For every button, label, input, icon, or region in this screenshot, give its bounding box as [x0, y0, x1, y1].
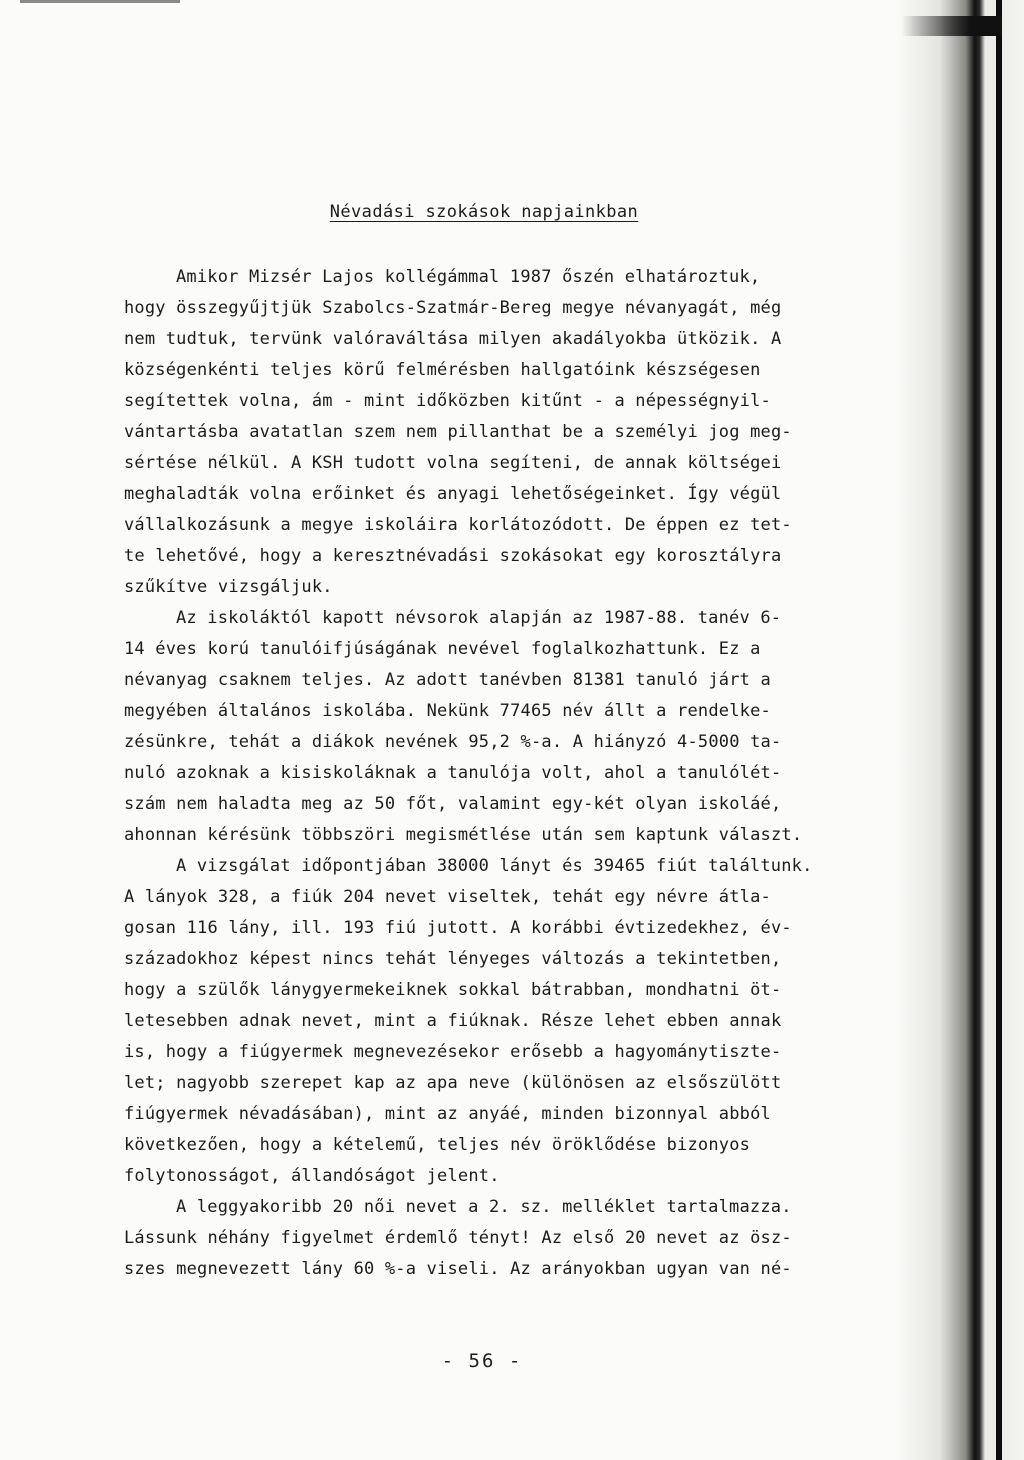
- text-line: századokhoz képest nincs tehát lényeges változás a tekintetben,: [124, 949, 782, 969]
- text-line: meghaladták volna erőinket és anyagi lehetőségeinket. Így végül: [124, 484, 782, 504]
- text-line: letesebben adnak nevet, mint a fiúknak. Része lehet ebben annak: [124, 1011, 782, 1031]
- text-line: nuló azoknak a kisiskoláknak a tanulója volt, ahol a tanulólét-: [124, 763, 782, 783]
- text-line: te lehetővé, hogy a keresztnévadási szokásokat egy korosztályra: [124, 546, 782, 566]
- text-line: Az iskoláktól kapott névsorok alapján az 1987-88. tanév 6-: [176, 608, 782, 628]
- text-line: következően, hogy a kételemű, teljes név öröklődése bizonyos: [124, 1135, 751, 1155]
- text-line: A leggyakoribb 20 női nevet a 2. sz. melléklet tartalmazza.: [176, 1197, 792, 1217]
- text-line: névanyag csaknem teljes. Az adott tanévben 81381 tanuló járt a: [124, 670, 771, 690]
- text-line: is, hogy a fiúgyermek megnevezésekor erősebb a hagyománytisztе-: [124, 1042, 782, 1062]
- text-line: segítettek volna, ám - mint időközben kitűnt - a népességnyil-: [124, 391, 771, 411]
- text-line: községenkénti teljes körű felmérésben hallgatóink készségesen: [124, 360, 761, 380]
- text-line: nem tudtuk, tervünk valóraváltása milyen akadályokba ütközik. A: [124, 329, 782, 349]
- text-line: let; nagyobb szerepet kap az apa neve (különösen az elsőszülött: [124, 1073, 782, 1093]
- text-line: fiúgyermek névadásában), mint az anyáé, minden bizonnyal abból: [124, 1104, 771, 1124]
- text-line: sértése nélkül. A KSH tudott volna segíteni, de annak költségei: [124, 453, 782, 473]
- text-line: Amikor Mizsér Lajos kollégámmal 1987 őszén elhatároztuk,: [176, 267, 761, 287]
- text-line: vántartásba avatatlan szem nem pillanthat be a személyi jog meg-: [124, 422, 792, 442]
- text-line: 14 éves korú tanulóifjúságának nevével foglalkozhattunk. Ez a: [124, 639, 761, 659]
- page-title: Névadási szokások napjainkban: [329, 202, 639, 222]
- text-line: A vizsgálat időpontjában 38000 lányt és 39465 fiút találtunk.: [176, 856, 813, 876]
- page-number: - 56 -: [441, 1350, 523, 1372]
- text-line: Lássunk néhány figyelmet érdemlő tényt! Az első 20 nevet az ösz-: [124, 1228, 792, 1248]
- text-line: hogy összegyűjtjük Szabolcs-Szatmár-Bereg megye névanyagát, még: [124, 298, 782, 318]
- binding-edge: [996, 0, 1002, 1460]
- text-line: hogy a szülők lánygyermekeiknek sokkal bátrabban, mondhatni öt-: [124, 980, 782, 1000]
- text-line: ahonnan kérésünk többszöri megismétlése után sem kaptunk választ.: [124, 825, 803, 845]
- body-text: [124, 262, 924, 1285]
- text-line: gosan 116 lány, ill. 193 fiú jutott. A korábbi évtizedekhez, év-: [124, 918, 792, 938]
- top-rule: [20, 0, 180, 3]
- text-line: szes megnevezett lány 60 %-a viseli. Az arányokban ugyan van né-: [124, 1259, 792, 1279]
- text-line: folytonosságot, állandóságot jelent.: [124, 1166, 500, 1186]
- text-line: szűkítve vizsgáljuk.: [124, 577, 333, 597]
- text-line: vállalkozásunk a megye iskoláira korlátozódott. De éppen ez tet-: [124, 515, 792, 535]
- text-line: megyében általános iskolába. Nekünk 77465 név állt a rendelke-: [124, 701, 771, 721]
- text-line: szám nem haladta meg az 50 főt, valamint egy-két olyan iskoláé,: [124, 794, 782, 814]
- text-line: zésünkre, tehát a diákok nevének 95,2 %-a. A hiányzó 4-5000 ta-: [124, 732, 782, 752]
- binding-top-shadow: [902, 16, 1002, 36]
- text-line: A lányok 328, a fiúk 204 nevet viseltek, tehát egy névre átla-: [124, 887, 771, 907]
